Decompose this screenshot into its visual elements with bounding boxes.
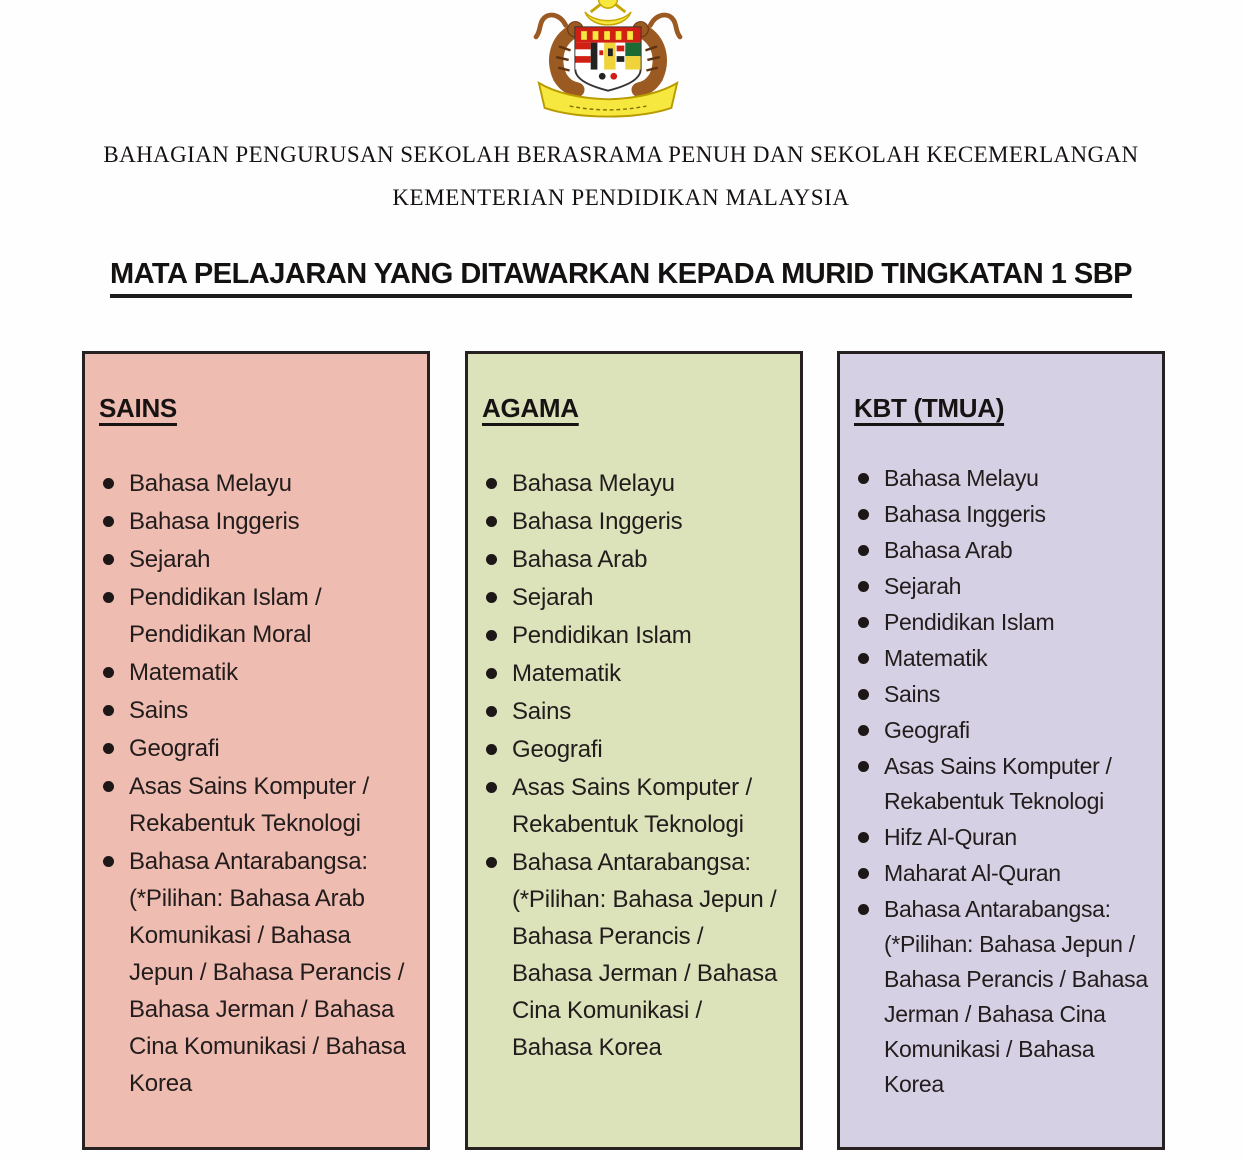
subject-list-item: Hifz Al-Quran <box>858 820 1148 855</box>
subject-list-item: Geografi <box>486 731 786 768</box>
subject-list-item: Bahasa Antarabangsa: (*Pilihan: Bahasa Jepun / Bahasa Perancis / Bahasa Jerman / Bahasa Cina Komunikasi / Bahasa Korea <box>858 892 1148 1102</box>
subject-list-item: Matematik <box>858 641 1148 676</box>
malaysia-coat-of-arms-icon <box>512 0 704 132</box>
org-name-line2: KEMENTERIAN PENDIDIKAN MALAYSIA <box>392 185 850 210</box>
subject-list-item: Bahasa Melayu <box>103 465 413 502</box>
subject-list-item: Bahasa Antarabangsa: (*Pilihan: Bahasa Arab Komunikasi / Bahasa Jepun / Bahasa Perancis / Bahasa Jerman / Bahasa Cina Komunikasi / Bahasa Korea <box>103 843 413 1102</box>
subject-list-item: Pendidikan Islam <box>858 605 1148 640</box>
subject-list-item: Bahasa Inggeris <box>858 497 1148 532</box>
subject-list-item: Sejarah <box>858 569 1148 604</box>
subject-list-item: Geografi <box>103 730 413 767</box>
subject-list-agama <box>482 465 786 1066</box>
subject-list-item: Bahasa Arab <box>858 533 1148 568</box>
page-title: MATA PELAJARAN YANG DITAWARKAN KEPADA MURID TINGKATAN 1 SBP <box>110 258 1132 298</box>
card-agama <box>465 351 803 1150</box>
card-heading-kbt-tmua: KBT (TMUA) <box>854 393 1005 423</box>
subject-list-sains <box>99 465 413 1102</box>
card-heading-sains: SAINS <box>99 393 177 423</box>
subject-list-item: Pendidikan Islam / Pendidikan Moral <box>103 579 413 653</box>
subject-list-item: Bahasa Antarabangsa: (*Pilihan: Bahasa Jepun / Bahasa Perancis / Bahasa Jerman / Bahasa Cina Komunikasi / Bahasa Korea <box>486 844 786 1066</box>
subject-list-item: Asas Sains Komputer / Rekabentuk Teknologi <box>103 768 413 842</box>
subject-list-kbt-tmua <box>854 461 1148 1102</box>
subject-list-item: Pendidikan Islam <box>486 617 786 654</box>
subject-list-item: Matematik <box>486 655 786 692</box>
org-name-line1: BAHAGIAN PENGURUSAN SEKOLAH BERASRAMA PENUH DAN SEKOLAH KECEMERLANGAN <box>103 142 1139 167</box>
subject-list-item: Bahasa Melayu <box>858 461 1148 496</box>
card-kbt-tmua <box>837 351 1165 1150</box>
org-header <box>0 142 1242 211</box>
subject-list-item: Matematik <box>103 654 413 691</box>
subject-list-item: Bahasa Inggeris <box>103 503 413 540</box>
subject-list-item: Maharat Al-Quran <box>858 856 1148 891</box>
subject-list-item: Sejarah <box>486 579 786 616</box>
subject-list-item: Bahasa Inggeris <box>486 503 786 540</box>
subject-list-item: Sains <box>103 692 413 729</box>
subject-list-item: Asas Sains Komputer / Rekabentuk Teknologi <box>858 749 1148 819</box>
subject-list-item: Bahasa Arab <box>486 541 786 578</box>
subject-list-item: Geografi <box>858 713 1148 748</box>
subject-list-item: Sains <box>858 677 1148 712</box>
subject-list-item: Asas Sains Komputer / Rekabentuk Teknologi <box>486 769 786 843</box>
title-row <box>0 258 1242 298</box>
subject-list-item: Sains <box>486 693 786 730</box>
subject-list-item: Sejarah <box>103 541 413 578</box>
card-heading-agama: AGAMA <box>482 393 579 423</box>
subject-list-item: Bahasa Melayu <box>486 465 786 502</box>
card-sains <box>82 351 430 1150</box>
